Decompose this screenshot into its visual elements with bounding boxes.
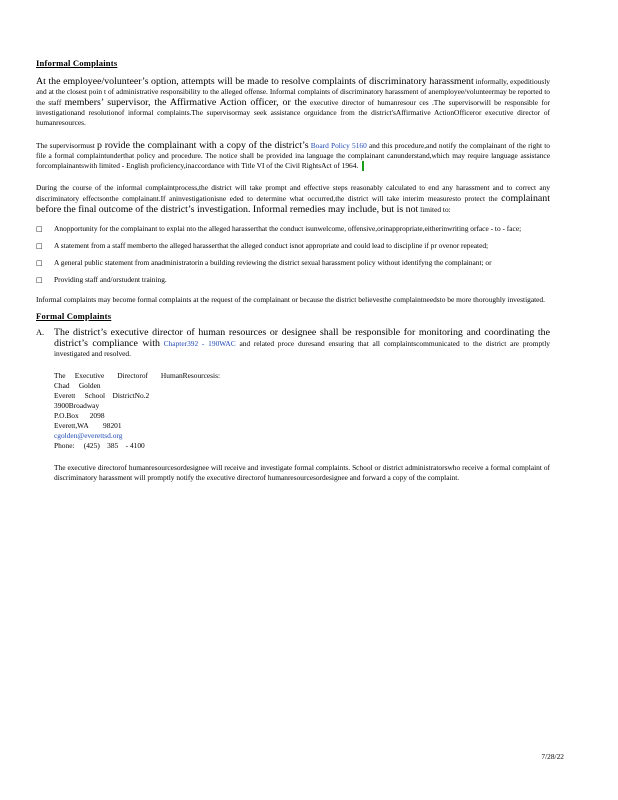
page-date: 7/28/22: [541, 752, 564, 761]
checkbox-icon: □: [36, 276, 43, 285]
contact-line: The Executive Directorof HumanResourcesis:: [54, 371, 221, 381]
body-text-large: The district’s executive director of human resources or designee shall be responsible for monitoring and coordinating the district’s compliance with: [54, 327, 550, 350]
contact-phone: Phone: (425) 385 - 4100: [54, 441, 145, 451]
item-marker: A.: [36, 328, 45, 338]
informal-paragraph-3: [36, 183, 550, 215]
list-item: □ A general public statement from anadministratorin a building reviewing the district sexual harassment policy without identifyng the complainant; or: [36, 258, 492, 268]
body-text: informally, expeditiously and at the closest poin t of administrative responsibility to the alleged offense. Informal complaints of discriminatory harassment of anemployee/volunteermay be reported to the staff: [36, 77, 550, 107]
list-item: □ Providing staff and/orstudent training.: [36, 275, 167, 285]
list-item: □ Anopportunity for the complainant to explai nto the alleged harasserthat the conduct isunwelcome, offensive,orinappropriate,eitherinwriting orface - to - face;: [36, 224, 522, 234]
contact-block: [54, 371, 550, 451]
informal-paragraph-4: Informal complaints may become formal complaints at the request of the complainant or because the district believesthe complaintneedsto be more thoroughly investigated.: [36, 295, 545, 305]
body-text: executive director of humanresour ces .The supervisorwill be responsible for investigationand resolutionof informal complaints.The supervisormay seek assistance orguidance from the district'sAffirmative ActionOfficeror executive director of humanresources.: [36, 98, 550, 127]
checkbox-icon: □: [36, 225, 43, 234]
contact-line: 3900Broadway: [54, 401, 100, 411]
informal-complaints-heading: Informal Complaints: [36, 58, 118, 68]
text-cursor: [362, 161, 364, 171]
lead-sentence: At the employee/volunteer’s option, attempts will be made to resolve complaints of discriminatory harassment: [36, 76, 474, 87]
informal-paragraph-1: [36, 76, 550, 128]
email-link[interactable]: cgolden@everettsd.org: [54, 431, 123, 441]
chapter-wac-link[interactable]: Chapter392 - 190WAC: [163, 339, 236, 349]
body-text-large: members’ supervisor, the Affirmative Action officer, or the: [64, 97, 307, 108]
informal-paragraph-2: [36, 140, 550, 171]
checkbox-icon: □: [36, 259, 43, 268]
policy-page: [36, 58, 550, 483]
contact-name: Chad Golden: [54, 381, 101, 391]
checkbox-icon: □: [36, 242, 43, 251]
body-text: The supervisormust: [36, 141, 95, 150]
list-item: □ A statement from a staff memberto the alleged harasserthat the alleged conduct isnot appropriate and could lead to discipline if pr ovenor repeated;: [36, 241, 489, 251]
formal-item-a: [36, 327, 550, 359]
body-text: During the course of the informal complaintprocess,the district will take prompt and effective steps reasonably calculated to end any harassment and to correct any discriminatory effectsonthe complainant.If aninvestigationisne eded to determine what occurred,the district will take interim measuresto protect the: [36, 183, 550, 204]
body-text: and related proce duresand ensuring that all complaintscommunicated to the district are promptly investigated and resolved.: [54, 339, 550, 359]
body-text: limited to:: [420, 205, 451, 215]
board-policy-link[interactable]: Board Policy 5160: [310, 141, 367, 150]
contact-line: Everett School DistrictNo.2: [54, 391, 150, 401]
formal-complaints-heading: Formal Complaints: [36, 311, 112, 322]
body-text-large: p rovide the complainant with a copy of the district’s: [97, 140, 309, 151]
contact-line: Everett,WA 98201: [54, 421, 122, 431]
body-text-large: complainant before the final outcome of the district’s investigation. Informal remedies may include, but is not: [36, 193, 550, 216]
contact-line: P.O.Box 2098: [54, 411, 105, 421]
formal-paragraph-after: The executive directorof humanresourcesordesignee will receive and investigate formal complaints. School or district administratorswho receive a formal complaint of discriminatory harassment will promptly notify the executive directorof humanresourcesordesignee and forward a copy of the complaint.: [54, 463, 550, 483]
body-text: and this procedure,and notify the complainant of the right to file a formal complaintunderthat policy and procedure. The notice shall be provided ina language the complainant canunderstand,which may require language assistance forcomplainantswith limited - English proficiency,inaccordance with Title VI of the Civil RightsAct of 1964.: [36, 141, 550, 170]
